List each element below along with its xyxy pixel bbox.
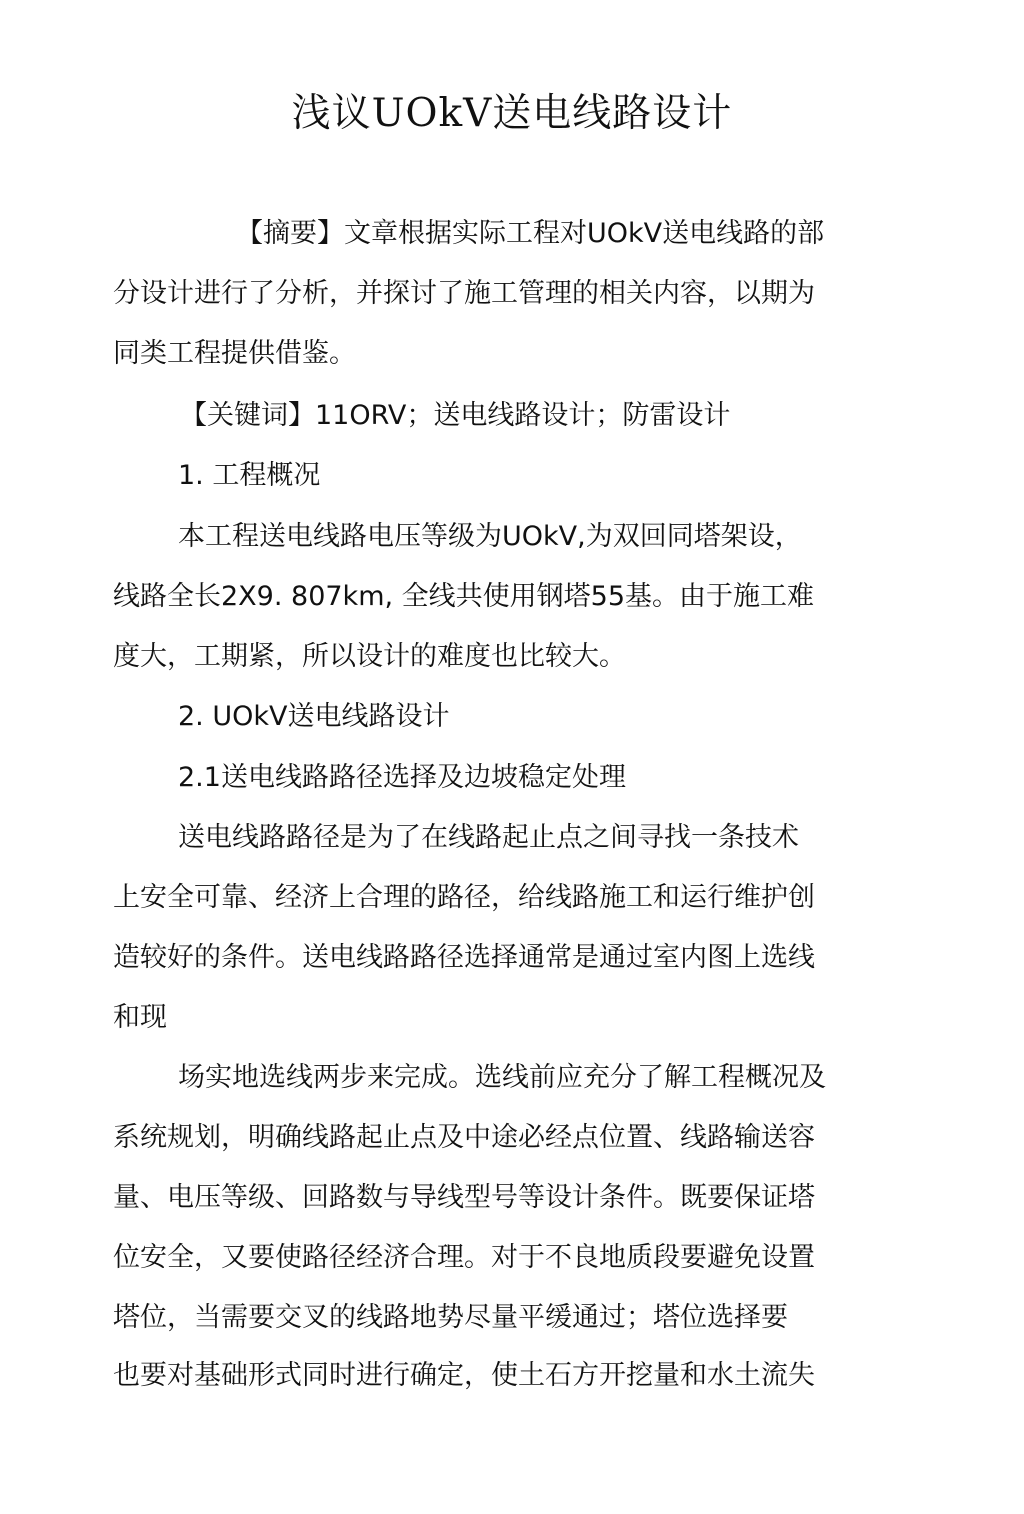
section-heading: 2. UOkV送电线路设计 [178, 701, 450, 732]
paragraph-line: 造较好的条件。送电线路路径选择通常是通过室内图上选线 [113, 942, 815, 973]
paragraph-line: 塔位，当需要交叉的线路地势尽量平缓通过；塔位选择要 [113, 1302, 788, 1333]
abstract-line: 分设计进行了分析，并探讨了施工管理的相关内容，以期为 [113, 278, 815, 309]
abstract-line: 【摘要】文章根据实际工程对UOkV送电线路的部 [236, 218, 825, 249]
keywords-line: 【关键词】11ORV；送电线路设计；防雷设计 [180, 400, 731, 431]
paragraph-line: 本工程送电线路电压等级为UOkV,为双回同塔架设， [178, 521, 802, 552]
paragraph-line: 线路全长2X9. 807km, 全线共使用钢塔55基。由于施工难 [113, 581, 815, 612]
paragraph-line: 送电线路路径是为了在线路起止点之间寻找一条技术 [178, 822, 799, 853]
section-heading: 1. 工程概况 [178, 460, 321, 491]
paragraph-line: 也要对基础形式同时进行确定，使土石方开挖量和水土流失 [113, 1360, 815, 1391]
paragraph-line: 场实地选线两步来完成。选线前应充分了解工程概况及 [178, 1062, 826, 1093]
paragraph-line: 位安全，又要使路径经济合理。对于不良地质段要避免设置 [113, 1242, 815, 1273]
subsection-heading: 2.1送电线路路径选择及边坡稳定处理 [178, 762, 626, 793]
paragraph-line: 系统规划，明确线路起止点及中途必经点位置、线路输送容 [113, 1122, 815, 1153]
abstract-line: 同类工程提供借鉴。 [113, 338, 356, 369]
paragraph-line: 上安全可靠、经济上合理的路径，给线路施工和运行维护创 [113, 882, 815, 913]
document-title: 浅议UOkV送电线路设计 [291, 91, 733, 136]
paragraph-line: 和现 [113, 1002, 167, 1033]
paragraph-line: 度大，工期紧，所以设计的难度也比较大。 [113, 641, 626, 672]
paragraph-line: 量、电压等级、回路数与导线型号等设计条件。既要保证塔 [113, 1182, 815, 1213]
